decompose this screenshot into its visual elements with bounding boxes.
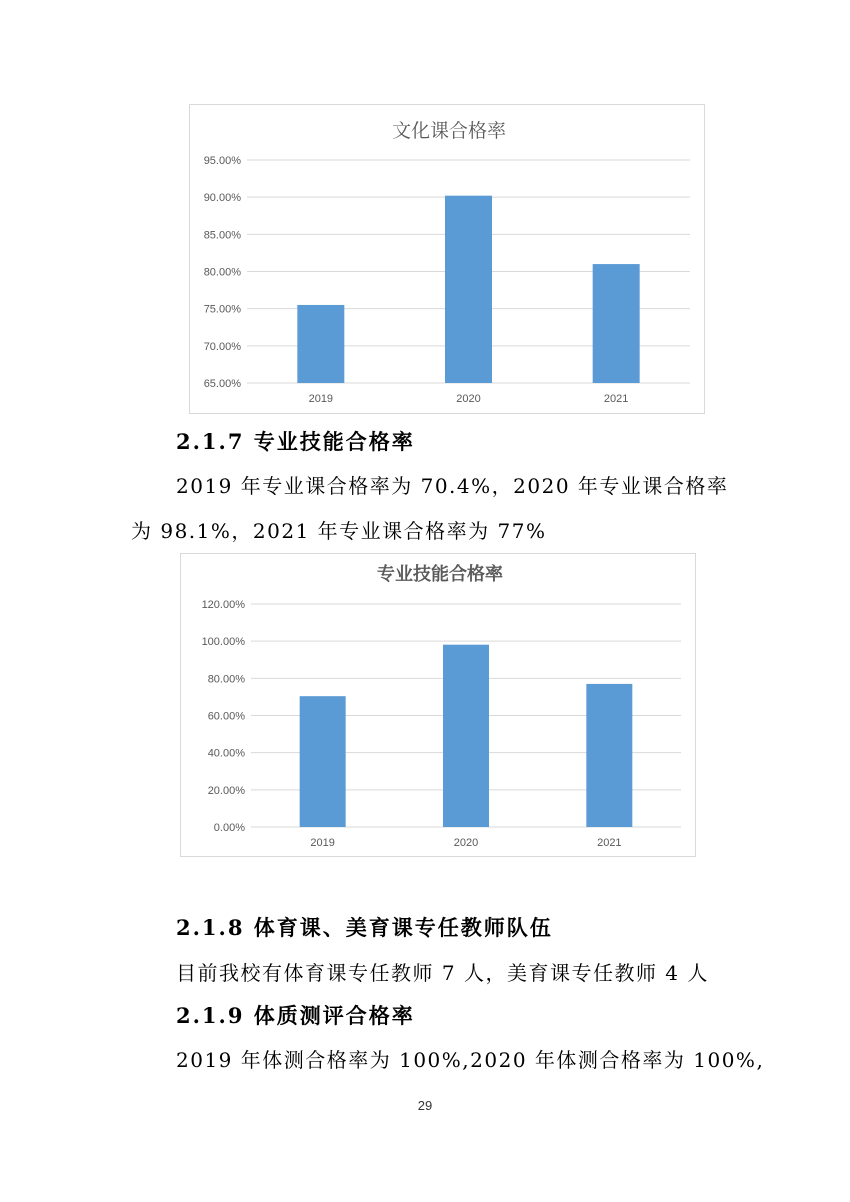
culture-pass-rate-chart-svg [190, 105, 704, 413]
bar-2020 [443, 645, 489, 827]
x-tick-label: 2021 [603, 393, 629, 405]
y-tick-label: 100.00% [201, 636, 245, 649]
y-tick-label: 65.00% [203, 378, 241, 390]
paragraph-2-1-7-line-1: 2019 年专业课合格率为 70.4%，2020 年专业课合格率 [176, 474, 729, 498]
culture-pass-rate-chart [189, 104, 705, 414]
bar-2021 [586, 684, 632, 827]
y-tick-label: 60.00% [207, 710, 245, 723]
section-heading-2-1-8: 2.1.8 体育课、美育课专任教师队伍 [176, 915, 553, 940]
section-heading-2-1-9: 2.1.9 体质测评合格率 [176, 1003, 415, 1028]
y-tick-label: 95.00% [203, 155, 241, 167]
x-tick-label: 2019 [310, 837, 335, 849]
bar-2021 [593, 264, 640, 383]
x-tick-label: 2020 [456, 393, 481, 405]
bar-2020 [445, 196, 492, 383]
y-tick-label: 20.00% [207, 784, 245, 797]
bar-2019 [300, 696, 346, 827]
x-tick-label: 2020 [453, 837, 479, 849]
bar-2019 [297, 305, 344, 383]
skill-pass-rate-chart [180, 553, 696, 857]
y-tick-label: 75.00% [203, 303, 241, 316]
y-tick-label: 40.00% [207, 747, 245, 760]
chart-title: 专业技能合格率 [377, 564, 503, 585]
paragraph-2-1-9: 2019 年体测合格率为 100%,2020 年体测合格率为 100%, [176, 1048, 765, 1072]
y-tick-label: 90.00% [203, 192, 241, 205]
skill-pass-rate-chart-svg [181, 554, 695, 856]
y-tick-label: 0.00% [213, 822, 245, 834]
page-number: 29 [417, 1098, 433, 1113]
y-tick-label: 70.00% [203, 340, 241, 353]
y-tick-label: 80.00% [203, 266, 241, 279]
section-heading-2-1-7: 2.1.7 专业技能合格率 [176, 429, 415, 454]
y-tick-label: 120.00% [201, 599, 245, 611]
paragraph-2-1-8: 目前我校有体育课专任教师 7 人，美育课专任教师 4 人 [176, 961, 709, 985]
y-tick-label: 80.00% [207, 673, 245, 686]
paragraph-2-1-7-line-2: 为 98.1%，2021 年专业课合格率为 77% [131, 519, 547, 543]
x-tick-label: 2019 [308, 393, 334, 405]
y-tick-label: 85.00% [203, 229, 241, 242]
x-tick-label: 2021 [597, 837, 622, 849]
chart-title: 文化课合格率 [391, 120, 507, 142]
